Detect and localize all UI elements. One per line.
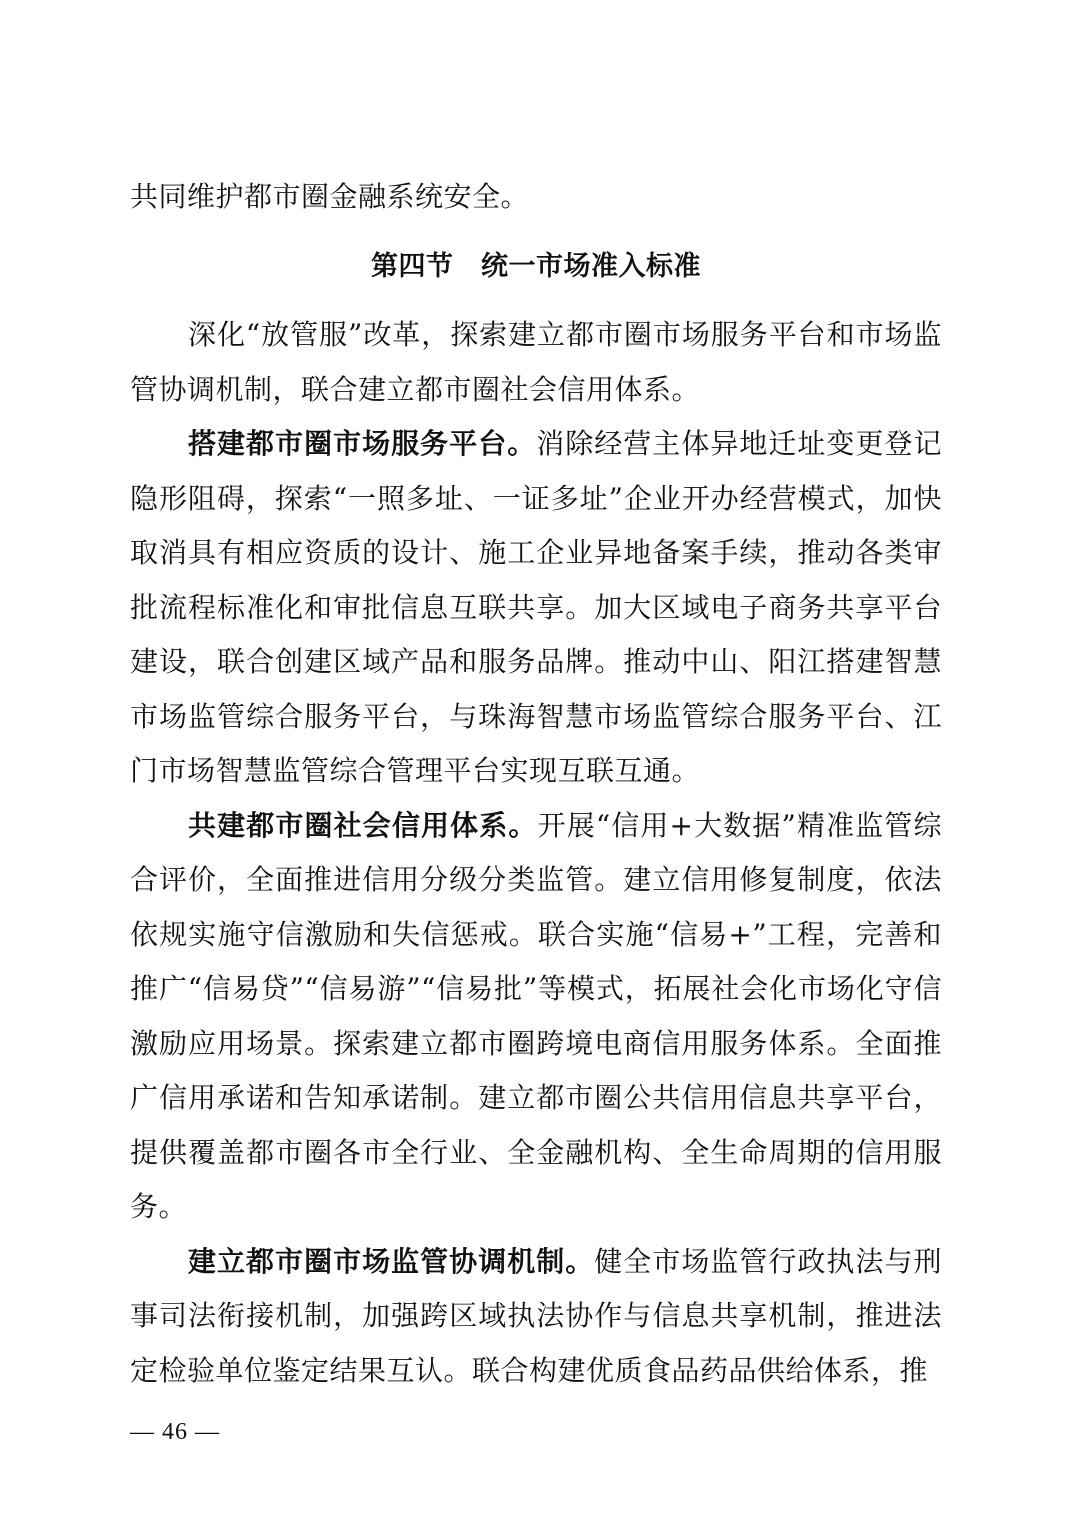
- paragraph-body: 健全市场监管行政执法与刑事司法衔接机制，加强跨区域执法协作与信息共享机制，推进法定检验单位鉴定结果互认。联合构建优质食品药品供给体系，推: [130, 1244, 942, 1387]
- paragraph-body: 开展“信用+大数据”精准监管综合评价，全面推进信用分级分类监管。建立信用修复制度，依法依规实施守信激励和失信惩戒。联合实施“信易+”工程，完善和推广“信易贷”“信易游”“信易批”等模式，拓展社会化市场化守信激励应用场景。探索建立都市圈跨境电商信用服务体系。全面推广信用承诺和告知承诺制。建立都市圈公共信用信息共享平台，提供覆盖都市圈各市全行业、全金融机构、全生命周期的信用服务。: [130, 808, 942, 1223]
- page-number: — 46 —: [130, 1419, 220, 1445]
- paragraph-social-credit-system: [130, 799, 942, 1235]
- section-heading: 第四节 统一市场准入标准: [371, 250, 701, 282]
- paragraph-body: 消除经营主体异地迁址变更登记隐形阻碍，探索“一照多址、一证多址”企业开办经营模式，加快取消具有相应资质的设计、施工企业异地备案手续，推动各类审批流程标准化和审批信息互联共享。加大区域电子商务共享平台建设，联合创建区域产品和服务品牌。推动中山、阳江搭建智慧市场监管综合服务平台，与珠海智慧市场监管综合服务平台、江门市场智慧监管综合管理平台实现互联互通。: [130, 427, 942, 787]
- paragraph-market-supervision-mechanism: [130, 1235, 942, 1399]
- continuation-paragraph: 共同维护都市圈金融系统安全。: [130, 180, 530, 213]
- paragraph-lead: 搭建都市圈市场服务平台。: [188, 427, 537, 460]
- intro-paragraph: 深化“放管服”改革，探索建立都市圈市场服务平台和市场监管协调机制，联合建立都市圈社会信用体系。: [130, 318, 942, 406]
- paragraph-market-service-platform: [130, 417, 942, 799]
- paragraph-lead: 共建都市圈社会信用体系。: [188, 808, 538, 842]
- paragraph-lead: 建立都市圈市场监管协调机制。: [188, 1244, 595, 1278]
- body-text: [130, 170, 942, 1398]
